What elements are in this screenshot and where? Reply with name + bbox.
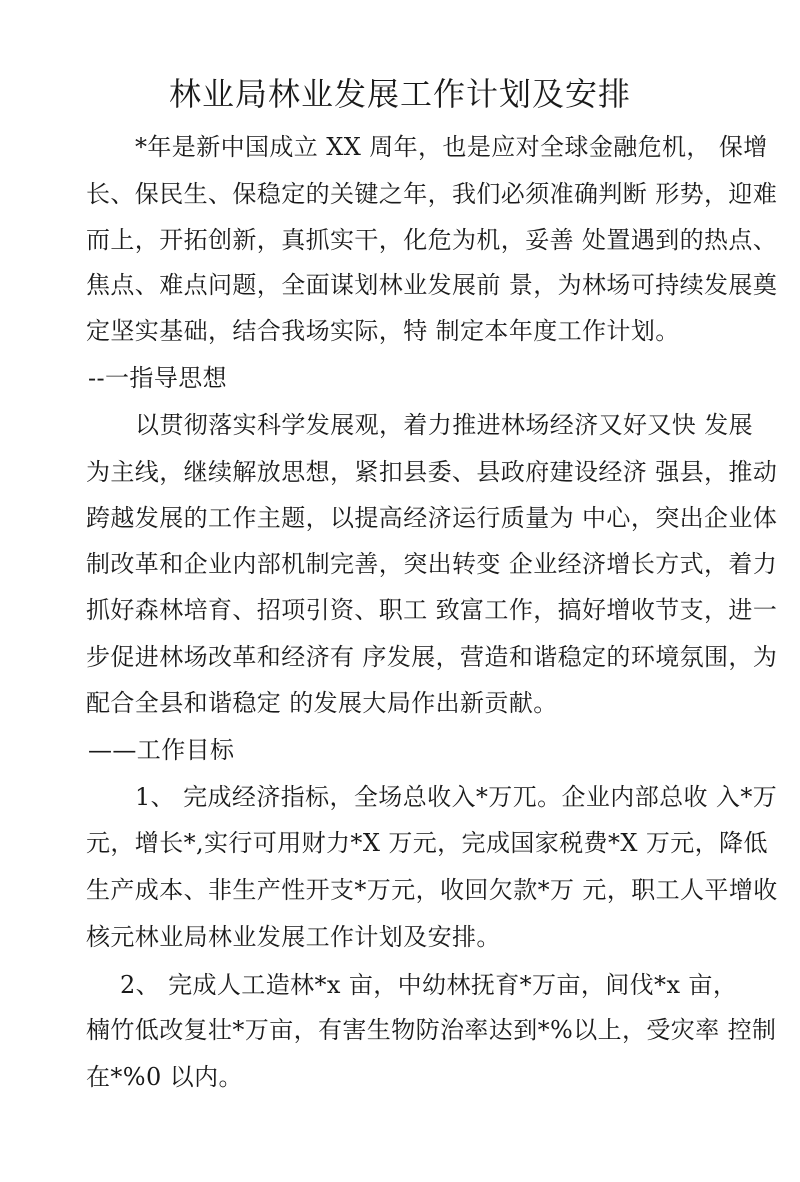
text-line: 在*%0 以内。	[86, 1063, 243, 1091]
section-heading: --一指导思想	[88, 364, 228, 392]
text-line: 抓好森林培育、招项引资、职工 致富工作，搞好增收节支，进一	[86, 596, 778, 624]
text-line: 步促进林场改革和经济有 序发展，营造和谐稳定的环境氛围，为	[86, 643, 778, 671]
text-line: 生产成本、非生产性开支*万元，收回欠款*万 元，职工人平增收	[86, 876, 778, 904]
text-line: 为主线，继续解放思想，紧扣县委、县政府建设经济 强县，推动	[86, 458, 778, 486]
text-line: 而上，开拓创新，真抓实干，化危为机，妥善 处置遇到的热点、	[86, 226, 778, 254]
text-line: 跨越发展的工作主题，以提高经济运行质量为 中心，突出企业体	[86, 504, 778, 532]
text-line: 楠竹低改复壮*万亩，有害生物防治率达到*%以上，受灾率 控制	[86, 1016, 777, 1044]
text-line: 1、 完成经济指标，全场总收入*万兀。企业内部总收 入*万	[135, 783, 778, 811]
text-line: 焦点、难点问题，全面谋划林业发展前 景，为林场可持续发展奠	[86, 271, 778, 299]
text-line: 元，增长*,实行可用财力*X 万元，完成国家税费*X 万元，降低	[86, 829, 768, 857]
text-line: 2、 完成人工造林*x 亩，中幼林抚育*万亩，间伐*x 亩，	[120, 971, 738, 999]
text-line: *年是新中国成立 XX 周年，也是应对全球金融危机， 保增	[135, 133, 768, 161]
text-line: 以贯彻落实科学发展观，着力推进林场经济又好又快 发展	[135, 411, 754, 439]
text-line: 核元林业局林业发展工作计划及安排。	[86, 923, 501, 951]
text-line: 长、保民生、保稳定的关键之年，我们必须准确判断 形势，迎难	[86, 180, 778, 208]
document-title: 林业局林业发展工作计划及安排	[168, 75, 631, 113]
text-line: 定坚实基础，结合我场实际，特 制定本年度工作计划。	[86, 317, 680, 345]
text-line: 制改革和企业内部机制完善，突出转变 企业经济增长方式，着力	[86, 550, 778, 578]
text-line: 配合全县和谐稳定 的发展大局作出新贡献。	[86, 689, 558, 717]
section-heading: ——工作目标	[88, 736, 235, 764]
